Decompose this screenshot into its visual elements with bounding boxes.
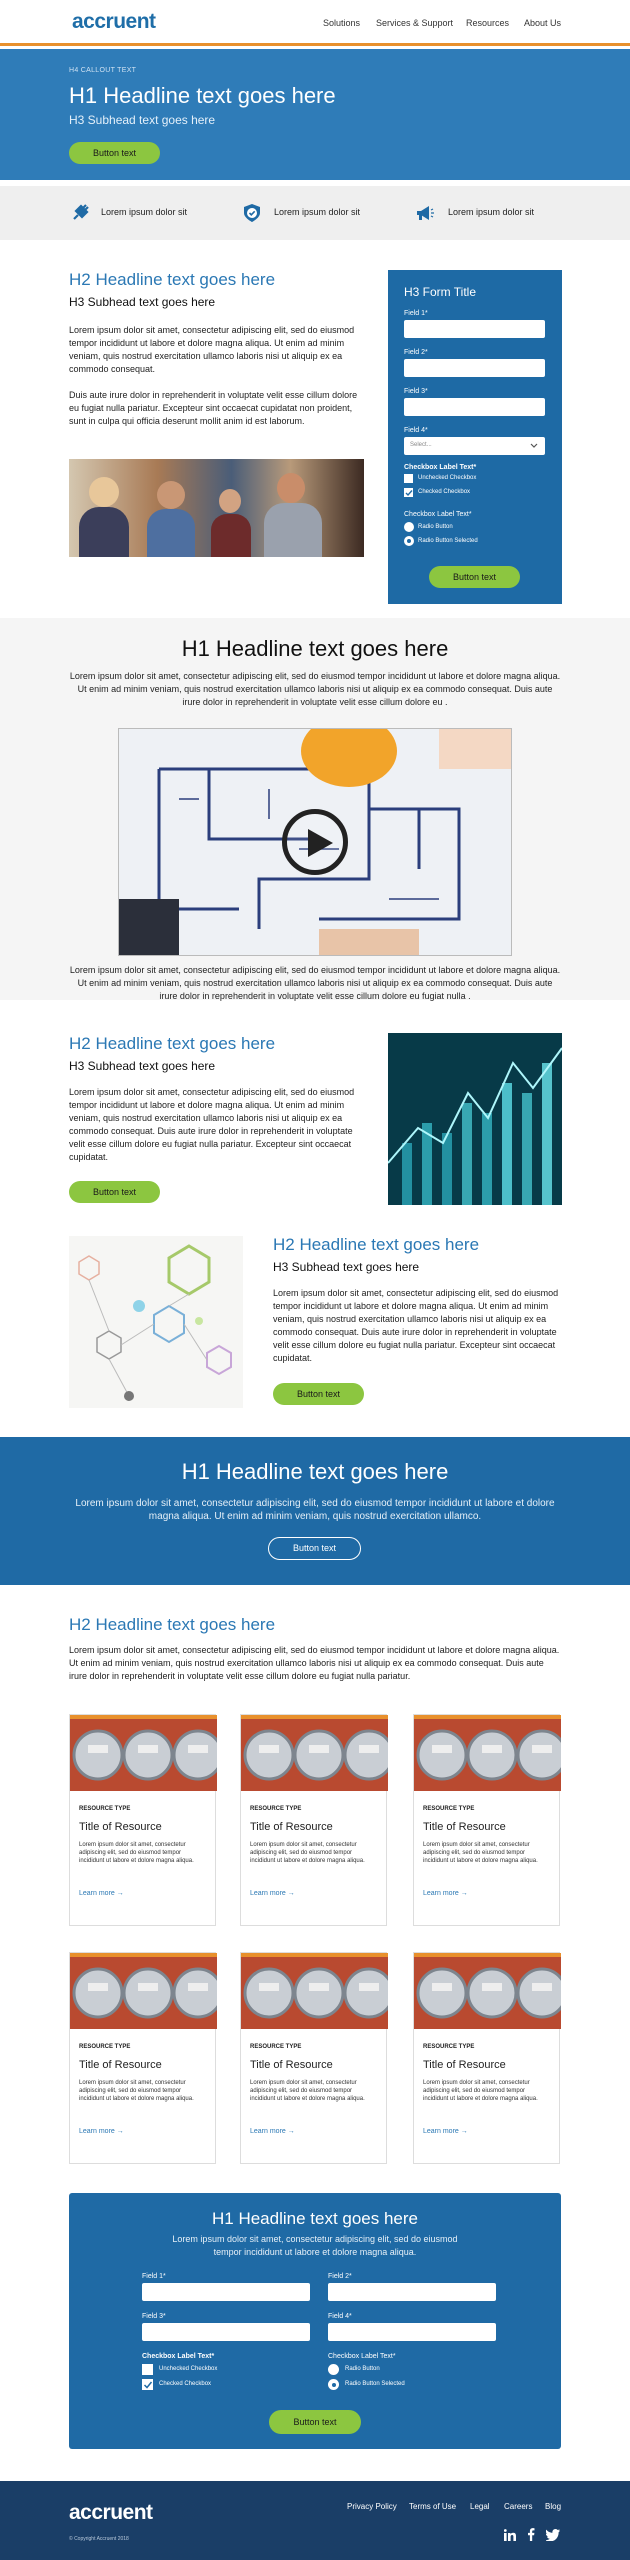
resource-card[interactable] [240, 1714, 387, 1926]
resource-learn-more-link[interactable]: Learn more → [250, 2128, 295, 2135]
electric-meters-photo [414, 1715, 561, 1791]
resource-title: Title of Resource [250, 1821, 333, 1833]
nav-about-us[interactable]: About Us [524, 18, 562, 28]
meters-illustration [241, 1715, 388, 1791]
checked-checkbox[interactable] [404, 488, 413, 497]
resource-description: Lorem ipsum dolor sit amet, consectetur adipiscing elit, sed do eiusmod tempor incididunt ut labore et dolore magna aliqua. [79, 2080, 194, 2102]
resource-card[interactable] [413, 1714, 560, 1926]
bottom-form-paragraph: Lorem ipsum dolor sit amet, consectetur adipiscing elit, sed do eiusmod tempor incididunt ut labore et dolore magna aliqua. [172, 2234, 458, 2257]
unchecked-checkbox-label: Unchecked Checkbox [418, 475, 477, 481]
bottom-form [69, 2193, 561, 2449]
field-1-input[interactable] [404, 320, 545, 338]
video-section [0, 618, 630, 1000]
meters-illustration [414, 1953, 561, 2029]
resource-type: RESOURCE TYPE [250, 1806, 302, 1812]
bf-radio-label: Radio Button [345, 2366, 380, 2372]
meters-illustration [414, 1715, 561, 1791]
resource-card[interactable] [240, 1952, 387, 2164]
resource-description: Lorem ipsum dolor sit amet, consectetur adipiscing elit, sed do eiusmod tempor incididunt ut labore et dolore magna aliqua. [250, 2080, 365, 2102]
nav-resources[interactable]: Resources [466, 18, 510, 28]
facebook-icon[interactable] [527, 2528, 535, 2541]
resource-description: Lorem ipsum dolor sit amet, consectetur adipiscing elit, sed do eiusmod tempor incididunt ut labore et dolore magna aliqua. [423, 1842, 538, 1864]
bf-field-3-label: Field 3* [142, 2313, 166, 2320]
bf-radio-button[interactable] [328, 2364, 339, 2375]
play-icon [305, 827, 335, 859]
hero-callout: H4 CALLOUT TEXT [69, 67, 137, 74]
resource-title: Title of Resource [79, 1821, 162, 1833]
resource-learn-more-link[interactable]: Learn more → [250, 1890, 295, 1897]
intro-paragraph-2: Duis aute irure dolor in reprehenderit in voluptate velit esse cillum dolore eu fugiat nulla pariatur. Excepteur sint occaecat cupidatat non proident, sunt in culpa qui officia deserunt mollit anim id est laborum. [69, 390, 358, 426]
checkbox-group-label: Checkbox Label Text* [404, 464, 477, 471]
bf-radio-button-selected[interactable] [328, 2379, 339, 2390]
intro-h2: H2 Headline text goes here [69, 270, 276, 289]
select-placeholder: Select... [410, 442, 432, 448]
bf-submit-button[interactable]: Button text [269, 2410, 361, 2434]
resource-type: RESOURCE TYPE [423, 2044, 475, 2050]
cta-button[interactable]: Button text [268, 1537, 361, 1560]
block-a-paragraph: Lorem ipsum dolor sit amet, consectetur adipiscing elit, sed do eiusmod tempor incididunt ut labore et dolore magna aliqua. Ut enim ad minim veniam, quis nostrud exercitation ullamco laboris nisi ut aliquip ex ea commodo consequat. Duis aute irure dolor in reprehenderit in voluptate velit esse cillum dolore eu fugiat nulla pariatur. Excepteur sint occaecat cupidatat. [69, 1087, 355, 1162]
field-2-label: Field 2* [404, 349, 428, 356]
form-submit-button[interactable]: Button text [429, 566, 520, 588]
bf-checked-label: Checked Checkbox [159, 2381, 212, 2387]
bf-field-1-input[interactable] [142, 2283, 310, 2301]
block-b-h3: H3 Subhead text goes here [273, 1260, 420, 1274]
radio-button-selected[interactable] [404, 536, 414, 546]
footer-copyright: © Copyright Accruent 2018 [69, 2536, 129, 2542]
plug-icon [70, 203, 90, 223]
form-title: H3 Form Title [404, 285, 477, 299]
bf-unchecked-label: Unchecked Checkbox [159, 2366, 218, 2372]
checkmark-icon [143, 2380, 153, 2390]
twitter-icon[interactable] [546, 2529, 560, 2541]
footer-logo[interactable]: accruent [69, 2501, 153, 2524]
lead-form [388, 270, 562, 604]
resource-type: RESOURCE TYPE [79, 1806, 131, 1812]
chevron-down-icon [530, 443, 538, 449]
video-intro-text: Lorem ipsum dolor sit amet, consectetur adipiscing elit, sed do eiusmod tempor incididunt ut labore et dolore magna aliqua. Ut enim ad minim veniam, quis nostrud exercitation ullamco laboris nisi ut aliquip ex ea commodo consequat. Duis aute irure dolor in reprehenderit in voluptate velit esse cillum dolore eu . [69, 671, 561, 707]
footer-link-blog[interactable]: Blog [545, 2502, 562, 2511]
resource-card[interactable] [413, 1952, 560, 2164]
site-footer [0, 2481, 630, 2560]
bf-field-3-input[interactable] [142, 2323, 310, 2341]
radio-button-label: Radio Button [418, 524, 453, 530]
hero-button[interactable]: Button text [69, 142, 160, 164]
bottom-form-h1: H1 Headline text goes here [211, 2209, 419, 2228]
radio-button[interactable] [404, 522, 414, 532]
bf-field-2-input[interactable] [328, 2283, 496, 2301]
resource-type: RESOURCE TYPE [423, 1806, 475, 1812]
block-a-h2: H2 Headline text goes here [69, 1034, 276, 1053]
block-a-button[interactable]: Button text [69, 1181, 160, 1203]
radio-group-label: Checkbox Label Text* [404, 511, 472, 518]
meters-illustration [70, 1953, 217, 2029]
resource-learn-more-link[interactable]: Learn more → [423, 2128, 468, 2135]
footer-link-privacy[interactable]: Privacy Policy [347, 2502, 397, 2511]
resource-type: RESOURCE TYPE [79, 2044, 131, 2050]
feature-text-1: Lorem ipsum dolor sit [101, 207, 188, 217]
bf-radio-group-label: Checkbox Label Text* [328, 2353, 396, 2360]
field-2-input[interactable] [404, 359, 545, 377]
electric-meters-photo [70, 1953, 217, 2029]
block-b-paragraph: Lorem ipsum dolor sit amet, consectetur adipiscing elit, sed do eiusmod tempor incididunt ut labore et dolore magna aliqua. Ut enim ad minim veniam, quis nostrud exercitation ullamco laboris nisi ut aliquip ex ea commodo consequat. Duis aute irure dolor in reprehenderit in voluptate velit esse cillum dolore eu fugiat nulla pariatur. Excepteur sint occaecat cupidatat. [273, 1288, 559, 1363]
field-3-input[interactable] [404, 398, 545, 416]
feature-text-3: Lorem ipsum dolor sit [448, 207, 535, 217]
resource-learn-more-link[interactable]: Learn more → [79, 2128, 124, 2135]
cta-paragraph: Lorem ipsum dolor sit amet, consectetur adipiscing elit, sed do eiusmod tempor incididunt ut labore et dolore magna aliqua. Ut enim ad minim veniam, quis nostrud exercitation ullamco. [75, 1498, 555, 1522]
accruent-logo[interactable]: accruent [72, 10, 156, 33]
electric-meters-photo [241, 1953, 388, 2029]
electric-meters-photo [241, 1715, 388, 1791]
bf-field-2-label: Field 2* [328, 2273, 352, 2280]
hero-banner [0, 49, 630, 180]
cta-h1: H1 Headline text goes here [181, 1459, 449, 1484]
megaphone-icon [414, 203, 434, 223]
bf-field-4-label: Field 4* [328, 2313, 352, 2320]
molecule-photo [69, 1236, 243, 1408]
hexagon-network-illustration [69, 1236, 243, 1408]
electric-meters-photo [414, 1953, 561, 2029]
site-header [0, 0, 630, 46]
blueprint-video[interactable] [118, 728, 512, 956]
radio-selected-label: Radio Button Selected [418, 538, 478, 544]
linkedin-icon[interactable] [504, 2529, 516, 2541]
bf-checked-checkbox[interactable] [142, 2379, 153, 2390]
electric-meters-photo [70, 1715, 217, 1791]
video-outro-text: Lorem ipsum dolor sit amet, consectetur adipiscing elit, sed do eiusmod tempor incididunt ut labore et dolore magna aliqua. Ut enim ad minim veniam, quis nostrud exercitation ullamco laboris nisi ut aliquip ex ea commodo consequat. Duis aute irure dolor in reprehenderit in voluptate velit esse cillum dolore eu fugiat nulla . [69, 965, 561, 1001]
bf-radio-selected-label: Radio Button Selected [345, 2381, 405, 2387]
resource-type: RESOURCE TYPE [250, 2044, 302, 2050]
feature-strip [0, 186, 630, 240]
play-button[interactable] [282, 809, 348, 875]
field-4-label: Field 4* [404, 427, 428, 434]
resource-learn-more-link[interactable]: Learn more → [423, 1890, 468, 1897]
data-chart-photo [388, 1033, 562, 1205]
resource-title: Title of Resource [250, 2059, 333, 2071]
bf-unchecked-checkbox[interactable] [142, 2364, 153, 2375]
resources-paragraph: Lorem ipsum dolor sit amet, consectetur adipiscing elit, sed do eiusmod tempor incididunt ut labore et dolore magna aliqua. Ut enim ad minim veniam, quis nostrud exercitation ullamco laboris nisi ut aliquip ex ea commodo consequat. Duis aute irure dolor in reprehenderit in voluptate velit esse cillum dolore eu fugiat nulla pariatur. [69, 1645, 560, 1681]
video-section-h1: H1 Headline text goes here [181, 636, 449, 661]
field-3-label: Field 3* [404, 388, 428, 395]
bf-field-4-input[interactable] [328, 2323, 496, 2341]
resource-learn-more-link[interactable]: Learn more → [79, 1890, 124, 1897]
unchecked-checkbox[interactable] [404, 474, 413, 483]
resource-description: Lorem ipsum dolor sit amet, consectetur adipiscing elit, sed do eiusmod tempor incididunt ut labore et dolore magna aliqua. [250, 1842, 365, 1864]
nav-solutions[interactable]: Solutions [323, 18, 361, 28]
nav-services-support[interactable]: Services & Support [376, 18, 454, 28]
intro-paragraph-1: Lorem ipsum dolor sit amet, consectetur adipiscing elit, sed do eiusmod tempor incididunt ut labore et dolore magna aliqua. Ut enim ad minim veniam, quis nostrud exercitation ullamco laboris nisi ut aliquip ex ea commodo consequat. [69, 325, 355, 374]
resources-h2: H2 Headline text goes here [69, 1615, 276, 1634]
team-meeting-photo [69, 459, 364, 557]
resource-description: Lorem ipsum dolor sit amet, consectetur adipiscing elit, sed do eiusmod tempor incididunt ut labore et dolore magna aliqua. [79, 1842, 194, 1864]
field-1-label: Field 1* [404, 310, 428, 317]
meters-illustration [241, 1953, 388, 2029]
checked-checkbox-label: Checked Checkbox [418, 489, 471, 495]
block-a-h3: H3 Subhead text goes here [69, 1059, 216, 1073]
resource-card[interactable] [69, 1952, 216, 2164]
checkmark-icon [405, 489, 413, 497]
hero-subhead: H3 Subhead text goes here [69, 113, 216, 127]
bf-checkbox-group-label: Checkbox Label Text* [142, 2353, 215, 2360]
footer-link-careers[interactable]: Careers [504, 2502, 533, 2511]
resource-description: Lorem ipsum dolor sit amet, consectetur adipiscing elit, sed do eiusmod tempor incididunt ut labore et dolore magna aliqua. [423, 2080, 538, 2102]
feature-text-2: Lorem ipsum dolor sit [274, 207, 361, 217]
shield-check-icon [242, 203, 262, 223]
resource-title: Title of Resource [423, 2059, 506, 2071]
intro-h3: H3 Subhead text goes here [69, 295, 216, 309]
footer-link-terms[interactable]: Terms of Use [409, 2502, 457, 2511]
meters-illustration [70, 1715, 217, 1791]
field-4-select[interactable] [404, 437, 545, 455]
cta-banner [0, 1437, 630, 1585]
resource-title: Title of Resource [423, 1821, 506, 1833]
bf-field-1-label: Field 1* [142, 2273, 166, 2280]
chart-illustration [388, 1033, 562, 1205]
footer-link-legal[interactable]: Legal [470, 2502, 490, 2511]
block-b-button[interactable]: Button text [273, 1383, 364, 1405]
block-b-h2: H2 Headline text goes here [273, 1235, 480, 1254]
resource-title: Title of Resource [79, 2059, 162, 2071]
hero-headline: H1 Headline text goes here [69, 83, 336, 108]
resource-card[interactable] [69, 1714, 216, 1926]
